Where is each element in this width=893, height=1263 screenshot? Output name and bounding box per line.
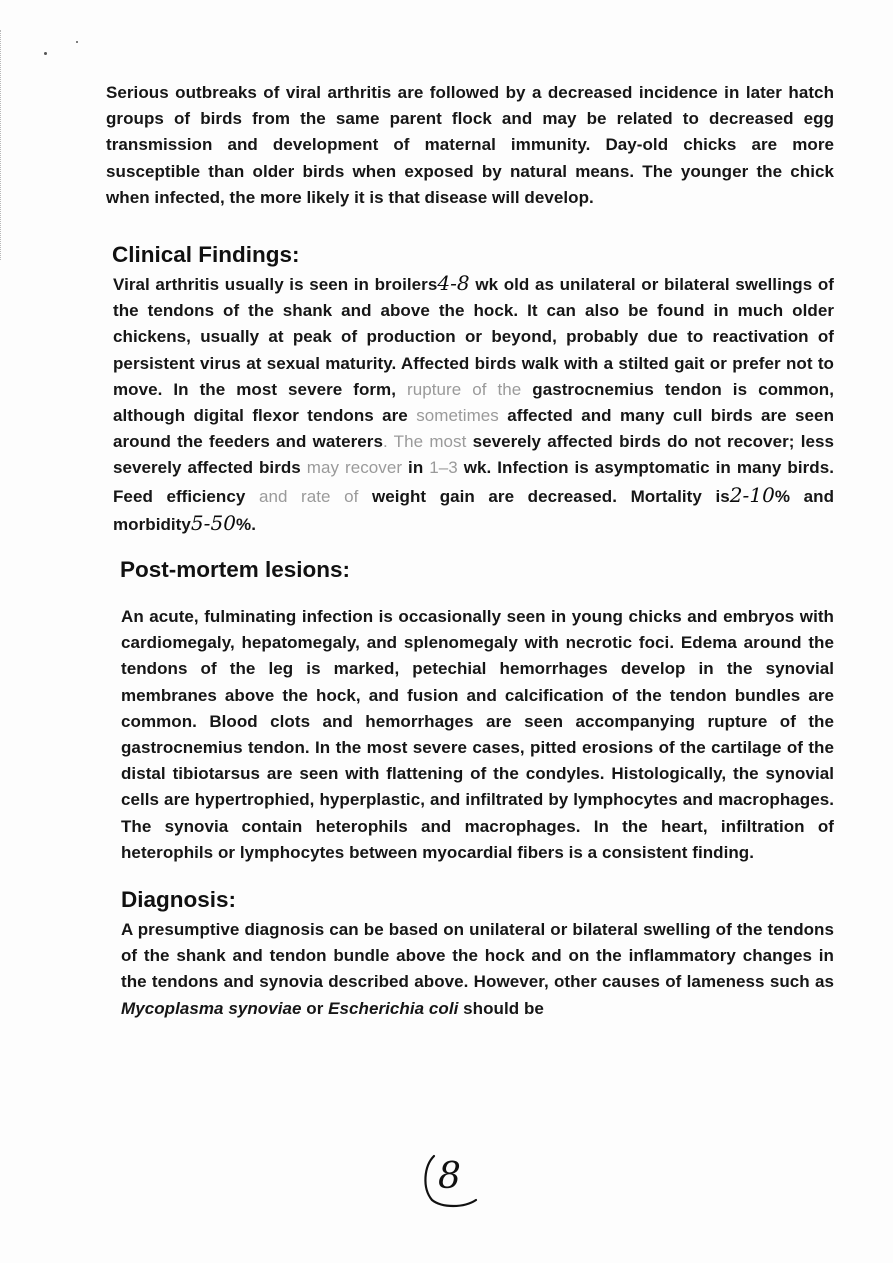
clinical-text: weight gain are decreased. Mortality is [358,486,730,506]
diagnosis-text: should be [458,998,544,1018]
handwritten-morbidity-range: 5-50 [190,510,237,535]
faded-text: 1–3 [429,458,458,478]
page-number-value: 8 [438,1156,461,1197]
handwritten-age-range: 4-8 [437,271,470,296]
clinical-text: Viral arthritis usually is seen in broilers [113,275,438,295]
organism-name: Escherichia coli [328,998,459,1018]
intro-paragraph: Serious outbreaks of viral arthritis are followed by a decreased incidence in later hatch groups of birds from the same parent flock and may be related to decreased egg transmission and development of maternal immunity. Day-old chicks are more susceptible than older birds when exposed by natural means. The younger the chick when infected, the more likely it is that disease will develop. [106,83,834,207]
clinical-text: severely affected birds do not recover; less severely affected birds [113,432,835,478]
clinical-text: gastrocnemius tendon is common, although digital flexor tendons are [113,379,834,426]
handwritten-mortality-range: 2-10 [729,482,775,507]
clinical-text: %. [236,514,256,534]
clinical-findings-paragraph [113,270,834,538]
clinical-text: wk. Infection is asymptomatic in many birds. Feed efficiency [113,458,834,506]
scan-speck [44,52,47,55]
text-column [106,80,834,1022]
diagnosis-text: A presumptive diagnosis can be based on unilateral or bilateral swelling of the tendons of the shank and tendon bundle above the hock and on the inflammatory changes in the tendons and synovia described above. However, other causes of lameness such as [121,920,834,992]
faded-text: and rate of [258,486,359,506]
postmortem-lesions-paragraph: An acute, fulminating infection is occasionally seen in young chicks and embryos with cardiomegaly, hepatomegaly, and splenomegaly with necrotic foci. Edema around the tendons of the leg is marked, petechial hemorrhages develop in the synovial membranes above the hock, and fusion and calcification of the tendon bundles are common. Blood clots and hemorrhages are seen accompanying rupture of the gastrocnemius tendon. In the most severe cases, pitted erosions of the cartilage of the distal tibiotarsus are seen with flattening of the condyles. Histologically, the synovial cells are hypertrophied, hyperplastic, and infiltrated by lymphocytes and macrophages. The synovia contain heterophils and macrophages. In the heart, infiltration of heterophils or lymphocytes between myocardial fibers is a consistent finding. [121,607,834,862]
clinical-text: wk old as unilateral or bilateral swellings of the tendons of the shank and above the hock. It can also be found in much older chickens, usually at peak of production or beyond, probably due to reactivation of persistent virus at sexual maturity. Affected birds walk with a stilted gait or prefer not to move. In the most severe form, [113,275,834,399]
scan-speck [76,41,78,43]
organism-name: Mycoplasma synoviae [121,998,302,1018]
clinical-findings-heading: Clinical Findings: [112,242,300,268]
clinical-text: affected and many cull birds are seen around the feeders and waterers [113,406,835,452]
faded-text: may recover [306,458,403,478]
scan-edge-mark [0,30,4,260]
diagnosis-text: or [301,998,329,1018]
clinical-text: % and morbidity [113,486,835,534]
page-number [420,1148,482,1210]
postmortem-lesions-heading: Post-mortem lesions: [120,557,351,583]
clinical-text: in [402,458,430,478]
faded-text: rupture of the [407,379,522,399]
diagnosis-paragraph [121,917,834,1022]
faded-text: . The most [382,432,467,452]
faded-text: sometimes [416,406,499,426]
diagnosis-heading: Diagnosis: [121,887,237,913]
